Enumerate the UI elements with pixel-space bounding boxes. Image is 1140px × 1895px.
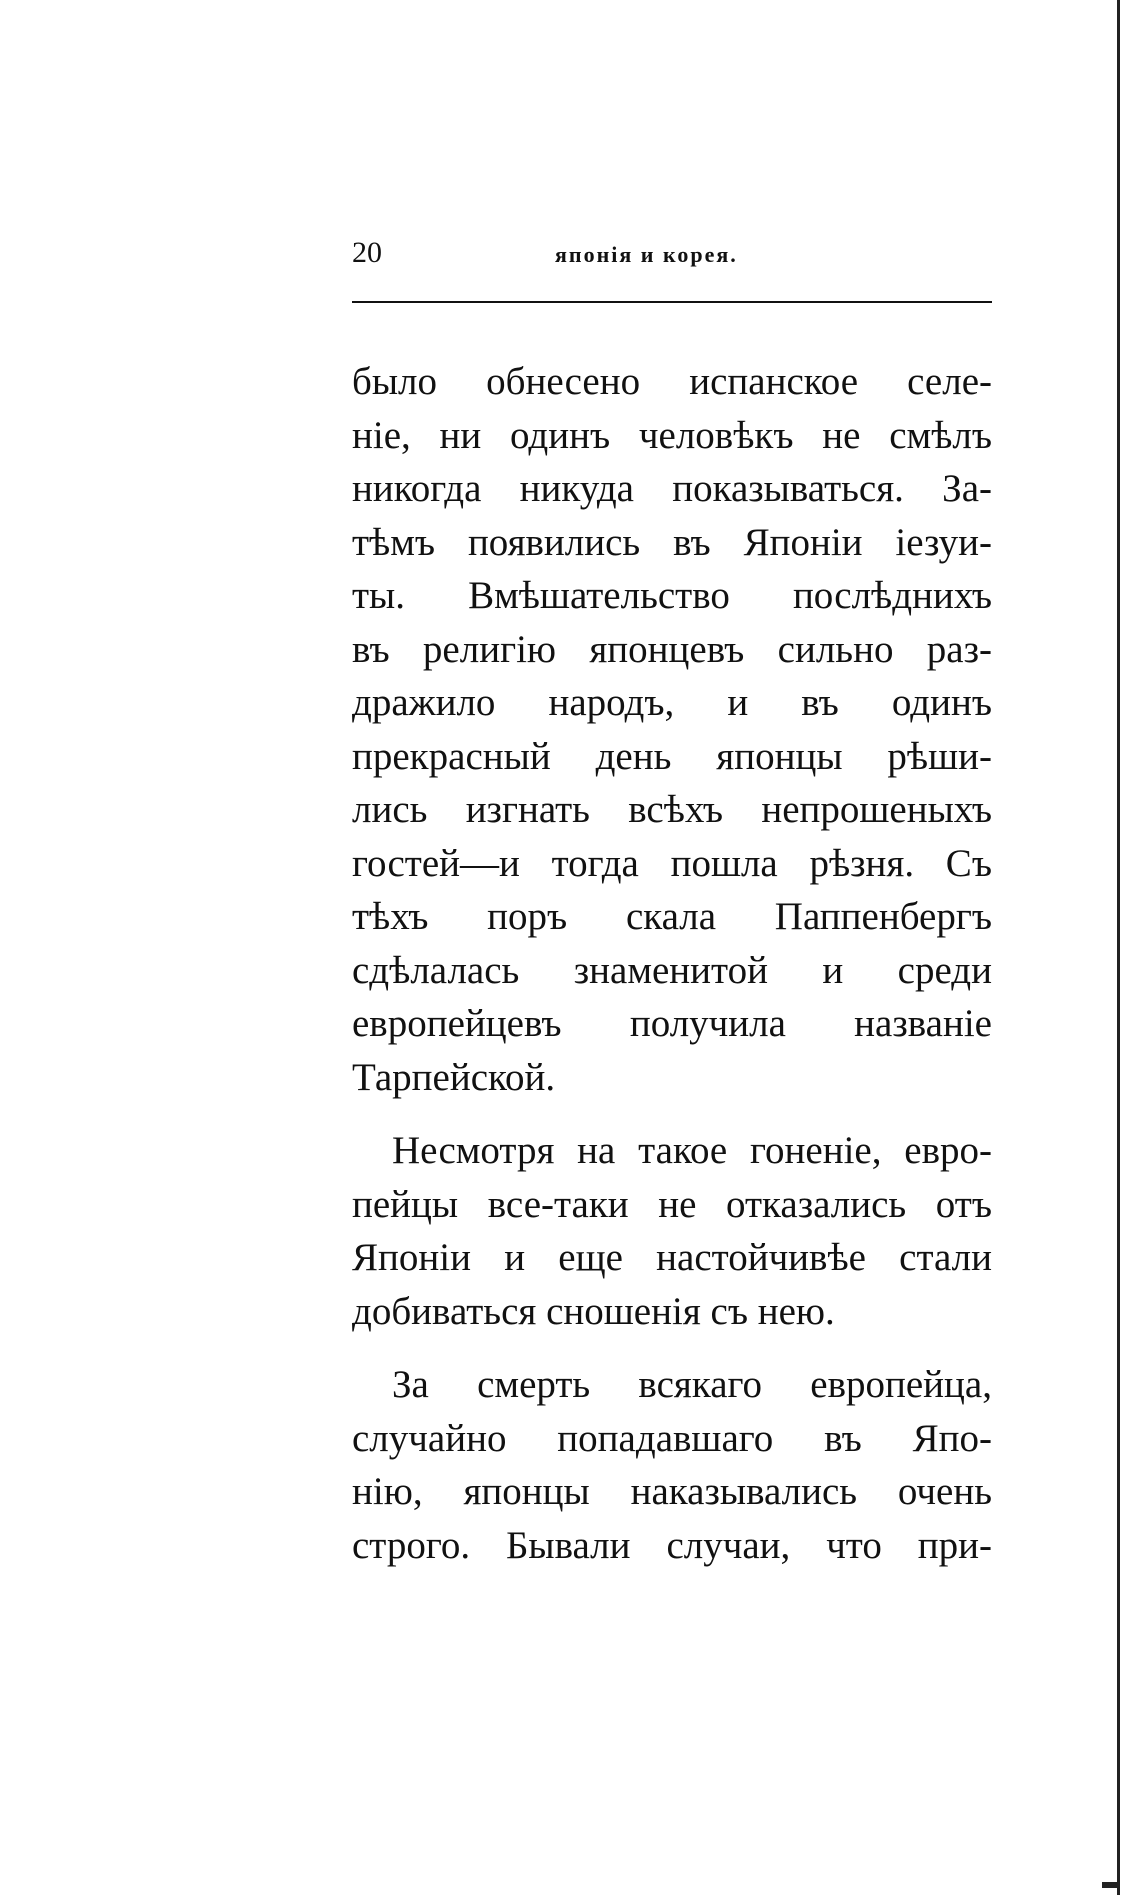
paragraph — [352, 355, 992, 1104]
text-line: европейцевъ получила названіе — [352, 1002, 992, 1045]
text-line: ты. Вмѣшательство послѣднихъ — [352, 574, 992, 617]
body-text — [352, 355, 992, 1572]
page-edge-line — [1117, 0, 1120, 1895]
running-title: японія и корея. — [555, 242, 738, 267]
text-line: лись изгнать всѣхъ непрошеныхъ — [352, 788, 992, 831]
paragraph-gap — [352, 1104, 992, 1124]
text-line: сдѣлалась знаменитой и среди — [352, 948, 992, 992]
text-line: въ религію японцевъ сильно раз- — [352, 627, 992, 671]
page-header — [352, 236, 992, 276]
text-line: тѣмъ появились въ Японіи іезуи- — [352, 520, 992, 564]
page-number: 20 — [352, 236, 382, 269]
text-line: Несмотря на такое гоненіе, евро- — [392, 1129, 992, 1172]
text-line: нію, японцы наказывались очень — [352, 1470, 992, 1513]
text-line: пейцы все-таки не отказались отъ — [352, 1182, 992, 1226]
paragraph — [352, 1358, 992, 1572]
text-line: гостей—и тогда пошла рѣзня. Съ — [352, 841, 992, 885]
text-line: За смерть всякаго европейца, — [392, 1363, 992, 1406]
text-line: ніе, ни одинъ человѣкъ не смѣлъ — [352, 413, 992, 457]
page-edge-mark — [1102, 1882, 1120, 1888]
text-line: дражило народъ, и въ одинъ — [352, 681, 992, 724]
header-divider — [352, 301, 992, 303]
text-line: добиваться сношенія съ нею. — [352, 1289, 835, 1333]
paragraph-gap — [352, 1338, 992, 1358]
text-line: никогда никуда показываться. За- — [352, 467, 992, 510]
text-line: тѣхъ поръ скала Паппенбергъ — [352, 895, 992, 938]
text-line: строго. Бывали случаи, что при- — [352, 1523, 992, 1567]
text-line: случайно попадавшаго въ Япо- — [352, 1416, 992, 1460]
text-line: было обнесено испанское селе- — [352, 360, 992, 403]
text-line: Тарпейской. — [352, 1055, 556, 1099]
paragraph — [352, 1124, 992, 1338]
text-line: прекрасный день японцы рѣши- — [352, 734, 992, 778]
text-line: Японіи и еще настойчивѣе стали — [352, 1236, 992, 1279]
